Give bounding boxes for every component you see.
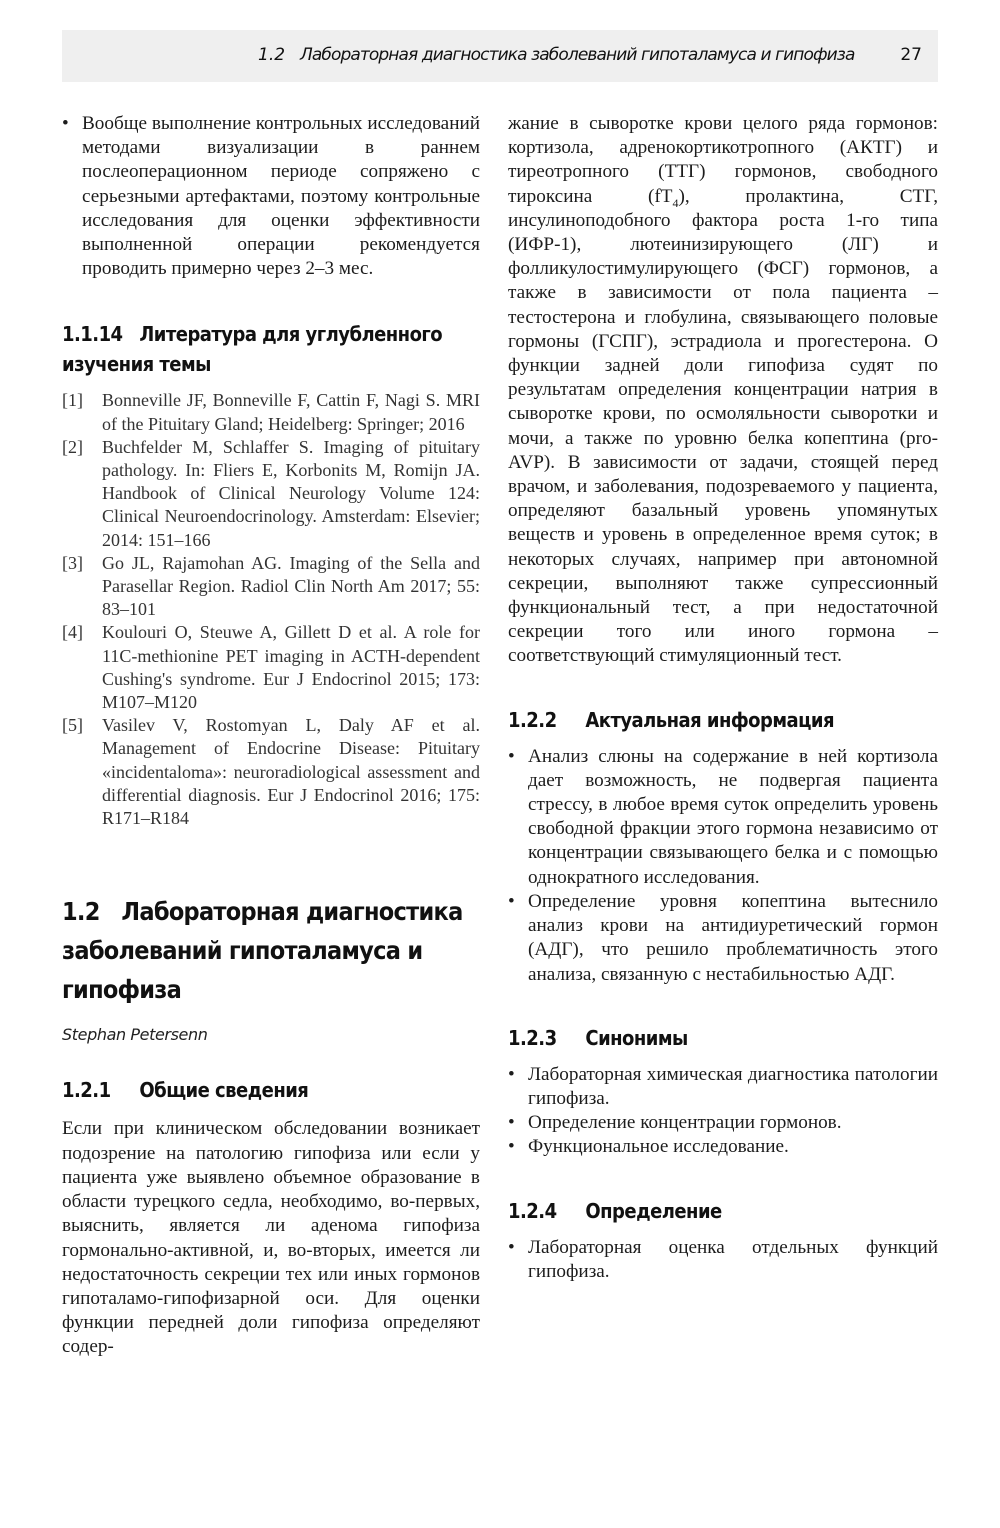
reference-number: [2] <box>62 436 83 457</box>
list-item: • Лабораторная оценка отдельных функций гипофиза. <box>508 1236 938 1284</box>
intro-bullet-list <box>62 112 480 281</box>
heading-1-1-14 <box>62 319 485 379</box>
heading-1-2-1 <box>62 1075 438 1105</box>
reference-text: Vasilev V, Rostomyan L, Daly AF et al. Management of Endocrine Disease: Pituitary «incidentaloma»: neuroradiological assessment and differential diagnosis. Eur J Endocrinol 2016; 175: R171–R184 <box>102 715 480 829</box>
heading-1-2-2 <box>508 705 895 735</box>
heading-title: Актуальная информация <box>585 707 835 732</box>
left-column <box>62 112 480 1360</box>
running-head <box>62 30 938 82</box>
heading-number: 1.2.1 <box>62 1078 111 1103</box>
chapter-author: Stephan Petersenn <box>62 1025 208 1045</box>
heading-number: 1.2 <box>62 897 100 927</box>
list-item: • Лабораторная химическая диагностика патологии гипофиза. <box>508 1063 938 1111</box>
heading-number: 1.2.4 <box>508 1198 557 1223</box>
page-number: 27 <box>900 45 922 65</box>
references-list <box>62 389 480 830</box>
list-item: • Функциональное исследование. <box>508 1135 938 1159</box>
heading-title: Определение <box>585 1198 722 1223</box>
reference-text: Bonneville JF, Bonneville F, Cattin F, Nagi S. MRI of the Pituitary Gland; Heidelberg: Springer; 2016 <box>102 390 480 434</box>
reference-text: Koulouri O, Steuwe A, Gillett D et al. A role for 11C-methionine PET imaging in ACTH-dependent Cushing's syndrome. Eur J Endocrinol 2015; 173: M107–M120 <box>102 622 480 713</box>
paragraph-part-b: ), пролактина, СТГ, инсулиноподобного фактора роста 1-го типа (ИФР-1), лютеинизирующего (ЛГ) и фолликулостимулирующего (ФСГ) гормонов, а также в зависимости от пола пациента – тестостерона и глобулина, связывающего половые гормоны (ГСПГ), эстрадиола и прогестерона. О функции задней доли гипофиза судят по результатам определения концентрации натрия в сыворотке крови, по осмоляльности сыворотки и мочи, а также по уровню белка копептина (pro-AVP). В зависимости от задачи, стоящей перед врачом, и заболевания, подозреваемого у пациента, определяют базальный уровень упомянутых веществ и уровень в определенное время суток; в некоторых случаях, например при автономной секреции, выполняют также супрессионный функциональный тест, а при недостаточной секреции того или иного гормона – соответствующий стимуляционный тест. <box>508 185 938 667</box>
definition-list <box>508 1236 938 1284</box>
intro-bullet: • Вообще выполнение контрольных исследований методами визуализации в раннем послеоперационном периоде сопряжено с серьезными артефактами, поэтому контрольные исследования для оценки эффективности выполненной операции рекомендуется проводить примерно через 2–3 мес. <box>62 112 480 281</box>
heading-title: Лабораторная диагностика заболеваний гипоталамуса и гипофиза <box>62 897 463 1005</box>
reference-number: [5] <box>62 715 83 736</box>
heading-title: Литература для углубленного изучения темы <box>62 322 443 377</box>
reference-number: [3] <box>62 552 83 573</box>
reference-item <box>62 552 480 622</box>
reference-item <box>62 389 480 435</box>
subscript: 4 <box>672 195 679 210</box>
list-item: • Определение уровня копептина вытеснило анализ крови на антидиуретический гормон (АДГ), что решило проблематичность этого анализа, связанную с нестабильностью АДГ. <box>508 890 938 987</box>
reference-item <box>62 714 480 830</box>
current-info-list <box>508 745 938 987</box>
heading-1-2 <box>62 892 485 1009</box>
reference-number: [1] <box>62 390 83 411</box>
reference-text: Go JL, Rajamohan AG. Imaging of the Sella and Parasellar Region. Radiol Clin North Am 2017; 55: 83–101 <box>102 552 480 620</box>
heading-number: 1.1.14 <box>62 322 123 347</box>
heading-1-2-4 <box>508 1196 895 1226</box>
running-head-section-number: 1.2 <box>258 45 286 65</box>
heading-number: 1.2.2 <box>508 707 557 732</box>
reference-text: Buchfelder M, Schlaffer S. Imaging of pituitary pathology. In: Fliers E, Korbonits M, Romijn JA. Handbook of Clinical Neurology Volume 124: Clinical Neuroendocrinology. Amsterdam: Elsevier; 2014: 151–166 <box>102 436 480 550</box>
paragraph-general-info: Если при клиническом обследовании возникает подозрение на патологию гипофиза или если у пациента уже выявлено объемное образование в области турецкого седла, необходимо, во-первых, выяснить, является ли аденома гипофиза гормонально-активной, и, во-вторых, имеется ли недостаточность секреции тех или иных гормонов гипоталамо-гипофизарной оси. Для оценки функции передней доли гипофиза определяют содер- <box>62 1118 480 1358</box>
paragraph-part-a: жание в сыворотке крови целого ряда гормонов: кортизола, адренокортикотропного (АКТГ) и тиреотропного (ТТГ) гормонов, свободного тироксина (fT <box>508 113 938 207</box>
reference-item <box>62 621 480 714</box>
right-column <box>508 112 938 1284</box>
heading-1-2-3 <box>508 1023 895 1053</box>
synonyms-list <box>508 1063 938 1160</box>
heading-title: Синонимы <box>585 1025 688 1050</box>
heading-title: Общие сведения <box>139 1078 309 1103</box>
heading-number: 1.2.3 <box>508 1025 557 1050</box>
reference-number: [4] <box>62 622 83 643</box>
reference-item <box>62 436 480 552</box>
paragraph-continued <box>508 112 938 669</box>
running-head-title: Лабораторная диагностика заболеваний гипоталамуса и гипофиза <box>300 45 855 65</box>
list-item: • Анализ слюны на содержание в ней кортизола дает возможность, не подвергая пациента стрессу, в любое время суток определить уровень свободной фракции этого гормона независимо от концентрации связывающего белка и с помощью однократного исследования. <box>508 745 938 890</box>
list-item: • Определение концентрации гормонов. <box>508 1111 938 1135</box>
